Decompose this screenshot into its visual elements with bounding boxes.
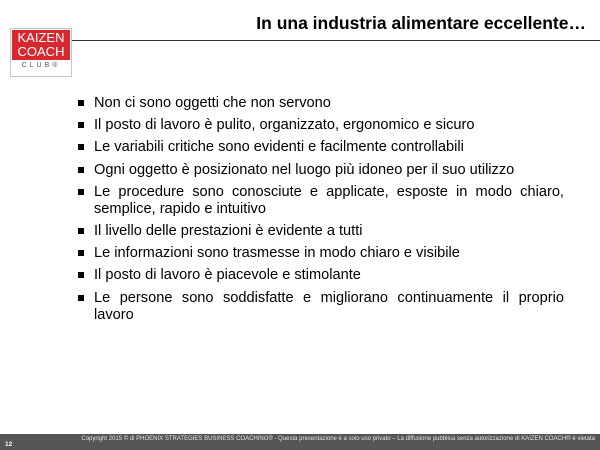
square-bullet-icon [78,295,84,301]
square-bullet-icon [78,167,84,173]
bullet-item [76,290,564,324]
bullet-text: Le persone sono soddisfatte e migliorano continuamente il proprio lavoro [94,289,564,323]
page-number: 12 [5,441,13,448]
square-bullet-icon [78,228,84,234]
square-bullet-icon [78,250,84,256]
footer-copyright: Copyright 2015 © di PHOENIX STRATEGIES BUSINESS COACHING® - Questa presentazione è a solo uso privato – La diffusione pubblica senza autorizzazione di KAIZEN COACH® è vietata [81,436,595,442]
bullet-text: Le procedure sono conosciute e applicate, esposte in modo chiaro, semplice, rapido e intuitivo [94,183,564,217]
footer-bar [0,434,600,450]
logo-line-coach: COACH [17,44,65,59]
kaizen-coach-logo [10,28,72,77]
bullet-item [76,162,564,179]
logo-red-block [12,30,70,60]
bullet-item [76,245,564,262]
logo-club-text: CLUB® [21,62,61,69]
square-bullet-icon [78,272,84,278]
square-bullet-icon [78,122,84,128]
bullet-text: Le informazioni sono trasmesse in modo chiaro e visibile [94,245,460,262]
bullet-item [76,95,564,112]
square-bullet-icon [78,144,84,150]
title-underline [72,40,600,41]
bullet-text: Le variabili critiche sono evidenti e facilmente controllabili [94,139,464,156]
bullet-item [76,139,564,156]
bullet-item [76,184,564,218]
square-bullet-icon [78,100,84,106]
bullet-text: Il posto di lavoro è pulito, organizzato, ergonomico e sicuro [94,117,475,134]
bullet-list [76,95,564,329]
bullet-text: Non ci sono oggetti che non servono [94,95,331,111]
bullet-text: Il posto di lavoro è piacevole e stimolante [94,267,361,284]
bullet-item [76,223,564,240]
square-bullet-icon [78,189,84,195]
bullet-text: Il livello delle prestazioni è evidente a tutti [94,222,363,239]
bullet-item [76,267,564,284]
logo-line-kaizen: KAIZEN [17,30,65,45]
slide-title: In una industria alimentare eccellente… [256,13,586,33]
bullet-item [76,117,564,134]
bullet-text: Ogni oggetto è posizionato nel luogo più idoneo per il suo utilizzo [94,161,515,178]
